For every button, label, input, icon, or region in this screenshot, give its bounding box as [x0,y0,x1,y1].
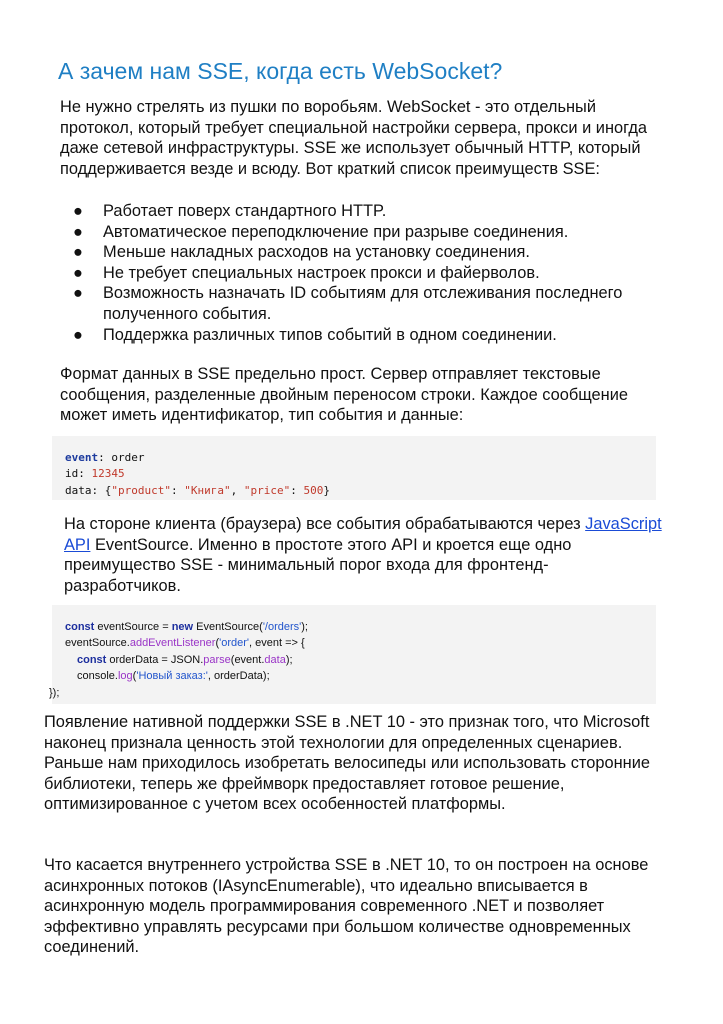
code-text: EventSource( [193,621,263,633]
code-sep: : [98,451,112,464]
code-string: '/orders' [262,621,302,633]
code-text: , orderData); [207,670,270,682]
list-item-text: Меньше накладных расходов на установку соединения. [103,243,530,262]
code-line [77,652,293,669]
code-text: , event => { [249,637,305,649]
code-keyword: new [171,621,194,633]
code-text: eventSource. [65,637,130,649]
code-sep: : [290,484,304,497]
list-item [60,283,660,324]
code-text: console. [77,670,118,682]
code-number: 500 [303,484,324,497]
code-value: order [111,451,145,464]
sse-code-block [52,436,656,500]
code-string: "Книга" [184,484,231,497]
code-string: 'order' [219,637,250,649]
list-item-text: Поддержка различных типов событий в одном соединении. [103,325,557,344]
bullet-icon: ● [73,222,83,241]
client-text: На стороне клиента (браузера) все события обрабатываются через [64,515,586,533]
list-item [60,263,660,284]
code-sep: : [78,467,92,480]
code-sep: : { [91,484,112,497]
code-string: "price" [243,484,291,497]
list-item [60,325,660,346]
code-string: "product" [111,484,171,497]
javascript-api-link[interactable]: JavaScript API [64,515,662,554]
js-code-block [49,605,656,704]
code-sep: : [170,484,185,497]
code-text: eventSource = [94,621,172,633]
code-string: 'Новый заказ:' [136,670,208,682]
code-key: event [65,451,99,464]
code-text: ( [215,637,220,649]
net-paragraph: Появление нативной поддержки SSE в .NET 10 - это признак того, что Microsoft наконец признала ценность этой технологии для определенных сценариев. Раньше нам приходилось изобретать велосипеды или использовать сторонние библиотеки, теперь же фреймворк предоставляет готовое решение, оптимизированное с учетом всех особенностей платформы. [44,713,650,814]
page-title: А зачем нам SSE, когда есть WebSocket? [58,58,503,84]
code-line [65,619,308,636]
code-value: 12345 [91,467,125,480]
list-item-text: Работает поверх стандартного HTTP. [103,202,387,220]
intro-paragraph: Не нужно стрелять из пушки по воробьям. WebSocket - это отдельный протокол, который требует специальной настройки сервера, прокси и иногда даже сетевой инфраструктуры. SSE же использует обычный HTTP, который поддерживается везде и всюду. Вот краткий список преимуществ SSE: [60,98,648,178]
code-keyword: const [77,654,107,666]
code-key: id [65,467,79,480]
code-text: ); [301,621,308,633]
code-line [77,668,270,685]
bullet-icon: ● [73,243,83,262]
list-item-text: Не требует специальных настроек прокси и файерволов. [103,263,540,282]
code-sep: } [323,484,330,497]
code-function: parse [203,654,231,666]
code-function: log [117,670,133,682]
bullet-icon: ● [73,284,83,303]
code-keyword: const [65,621,95,633]
code-text: ); [285,654,293,666]
list-item-text: Возможность назначать ID событиям для отслеживания последнего полученного события. [103,284,623,323]
code-sep: , [230,484,244,497]
bullet-icon: ● [73,263,83,282]
internals-paragraph: Что касается внутреннего устройства SSE в .NET 10, то он построен на основе асинхронных потоков (IAsyncEnumerable), что идеально вписывается в асинхронную модель программирования современного .NET и позволяет эффективно управлять ресурсами при большом количестве одновременных соединений. [44,856,649,957]
format-paragraph: Формат данных в SSE предельно прост. Сервер отправляет текстовые сообщения, разделенные двойным переносом строки. Каждое сообщение может иметь идентификатор, тип события и данные: [60,365,628,425]
code-text: ( [132,670,137,682]
code-function: addEventListener [129,637,216,649]
list-item-text: Автоматическое переподключение при разрыве соединения. [103,222,569,241]
code-line: }); [49,687,60,699]
code-line [65,635,305,652]
bullet-icon: ● [73,325,83,344]
list-item [60,222,660,243]
code-text: (event. [230,654,265,666]
code-line-id [65,466,125,483]
client-paragraph [64,514,664,596]
list-item [60,201,660,222]
code-line-event [65,450,145,467]
code-property: data [264,654,286,666]
bullet-icon: ● [73,202,83,220]
code-text: orderData = JSON. [106,654,204,666]
client-text: EventSource. Именно в простоте этого API и кроется еще одно преимущество SSE - минимальный порог входа для фронтенд-разработчиков. [64,535,572,595]
advantages-list [60,201,660,345]
list-item [60,242,660,263]
code-key: data [65,484,92,497]
code-line-data [65,483,330,500]
